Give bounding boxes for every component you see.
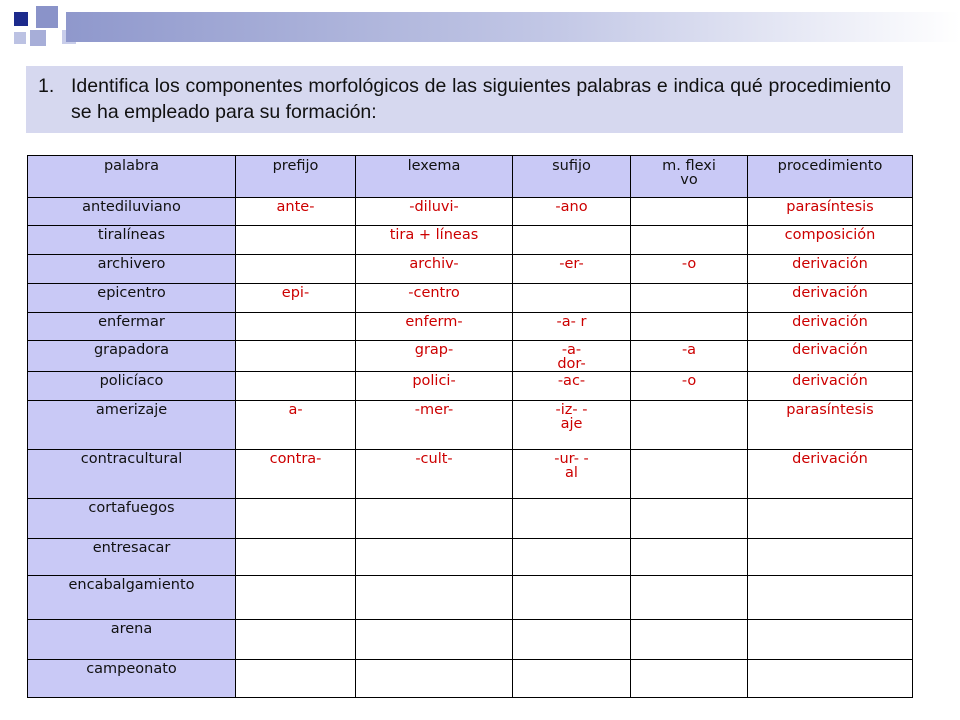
cell-prefijo: epi- — [236, 284, 356, 313]
title-bar-gradient — [66, 12, 960, 42]
header-procedimiento: procedimiento — [748, 156, 913, 198]
cell-sufijo: -er- — [513, 255, 631, 284]
cell-procedimiento — [748, 576, 913, 620]
cell-procedimiento: parasíntesis — [748, 198, 913, 226]
cell-m-flexivo — [631, 539, 748, 576]
cell-procedimiento — [748, 660, 913, 698]
cell-procedimiento: derivación — [748, 372, 913, 401]
cell-prefijo — [236, 255, 356, 284]
cell-procedimiento — [748, 499, 913, 539]
cell-sufijo — [513, 539, 631, 576]
cell-m-flexivo: -o — [631, 255, 748, 284]
cell-sufijo — [513, 620, 631, 660]
cell-m-flexivo — [631, 576, 748, 620]
decor-square — [30, 30, 46, 46]
cell-sufijo: -ano — [513, 198, 631, 226]
cell-palabra: contracultural — [28, 450, 236, 499]
cell-palabra: campeonato — [28, 660, 236, 698]
cell-prefijo: ante- — [236, 198, 356, 226]
table-row — [28, 226, 913, 255]
cell-palabra: antediluviano — [28, 198, 236, 226]
cell-lexema: polici- — [356, 372, 513, 401]
cell-sufijo: -a-dor- — [513, 341, 631, 372]
cell-sufijo — [513, 499, 631, 539]
cell-lexema — [356, 539, 513, 576]
table-header-row — [28, 156, 913, 198]
cell-palabra: tiralíneas — [28, 226, 236, 255]
cell-m-flexivo — [631, 401, 748, 450]
header-m-flexivo: m. flexivo — [631, 156, 748, 198]
table-row — [28, 576, 913, 620]
header-prefijo: prefijo — [236, 156, 356, 198]
table-row — [28, 313, 913, 341]
instruction-text: Identifica los componentes morfológicos de las siguientes palabras e indica qué procedimiento se ha empleado para su formación: — [71, 75, 891, 123]
cell-palabra: arena — [28, 620, 236, 660]
table-row — [28, 539, 913, 576]
cell-lexema: tira + líneas — [356, 226, 513, 255]
cell-prefijo — [236, 576, 356, 620]
decor-square — [36, 6, 58, 28]
cell-procedimiento: derivación — [748, 341, 913, 372]
cell-lexema: enferm- — [356, 313, 513, 341]
table-row — [28, 620, 913, 660]
cell-m-flexivo — [631, 620, 748, 660]
table-row — [28, 450, 913, 499]
cell-lexema: grap- — [356, 341, 513, 372]
cell-prefijo — [236, 313, 356, 341]
cell-procedimiento: derivación — [748, 313, 913, 341]
cell-prefijo — [236, 499, 356, 539]
cell-prefijo — [236, 372, 356, 401]
cell-palabra: grapadora — [28, 341, 236, 372]
table-row — [28, 341, 913, 372]
cell-palabra: policíaco — [28, 372, 236, 401]
cell-prefijo — [236, 539, 356, 576]
cell-m-flexivo: -a — [631, 341, 748, 372]
header-sufijo: sufijo — [513, 156, 631, 198]
cell-palabra: encabalgamiento — [28, 576, 236, 620]
morphology-table — [27, 155, 913, 698]
table-row — [28, 372, 913, 401]
cell-m-flexivo — [631, 660, 748, 698]
cell-procedimiento: derivación — [748, 450, 913, 499]
decor-square — [14, 12, 28, 26]
cell-lexema: -cult- — [356, 450, 513, 499]
cell-procedimiento: derivación — [748, 255, 913, 284]
cell-palabra: amerizaje — [28, 401, 236, 450]
cell-m-flexivo — [631, 499, 748, 539]
cell-sufijo: -iz- -aje — [513, 401, 631, 450]
instruction-box — [26, 66, 903, 133]
cell-lexema: -diluvi- — [356, 198, 513, 226]
cell-prefijo — [236, 620, 356, 660]
cell-sufijo — [513, 284, 631, 313]
cell-lexema — [356, 660, 513, 698]
cell-lexema: -centro — [356, 284, 513, 313]
cell-prefijo — [236, 226, 356, 255]
cell-procedimiento: parasíntesis — [748, 401, 913, 450]
header-palabra: palabra — [28, 156, 236, 198]
cell-m-flexivo — [631, 450, 748, 499]
cell-lexema — [356, 576, 513, 620]
table-row — [28, 198, 913, 226]
cell-procedimiento — [748, 539, 913, 576]
table-row — [28, 284, 913, 313]
cell-sufijo: -a- r — [513, 313, 631, 341]
cell-lexema — [356, 499, 513, 539]
cell-procedimiento — [748, 620, 913, 660]
cell-palabra: archivero — [28, 255, 236, 284]
table-row — [28, 255, 913, 284]
cell-prefijo: contra- — [236, 450, 356, 499]
cell-sufijo — [513, 660, 631, 698]
instruction-number: 1. — [38, 75, 55, 97]
table-row — [28, 660, 913, 698]
cell-palabra: epicentro — [28, 284, 236, 313]
cell-palabra: entresacar — [28, 539, 236, 576]
header-lexema: lexema — [356, 156, 513, 198]
cell-sufijo: -ac- — [513, 372, 631, 401]
cell-m-flexivo — [631, 284, 748, 313]
decor-square — [14, 32, 26, 44]
cell-prefijo — [236, 341, 356, 372]
cell-prefijo: a- — [236, 401, 356, 450]
cell-lexema — [356, 620, 513, 660]
cell-procedimiento: derivación — [748, 284, 913, 313]
cell-palabra: cortafuegos — [28, 499, 236, 539]
cell-m-flexivo — [631, 226, 748, 255]
cell-sufijo — [513, 576, 631, 620]
cell-sufijo — [513, 226, 631, 255]
cell-sufijo: -ur- -al — [513, 450, 631, 499]
cell-lexema: archiv- — [356, 255, 513, 284]
cell-procedimiento: composición — [748, 226, 913, 255]
cell-lexema: -mer- — [356, 401, 513, 450]
cell-m-flexivo — [631, 313, 748, 341]
table-row — [28, 499, 913, 539]
cell-palabra: enfermar — [28, 313, 236, 341]
table-row — [28, 401, 913, 450]
cell-m-flexivo — [631, 198, 748, 226]
cell-m-flexivo: -o — [631, 372, 748, 401]
cell-prefijo — [236, 660, 356, 698]
